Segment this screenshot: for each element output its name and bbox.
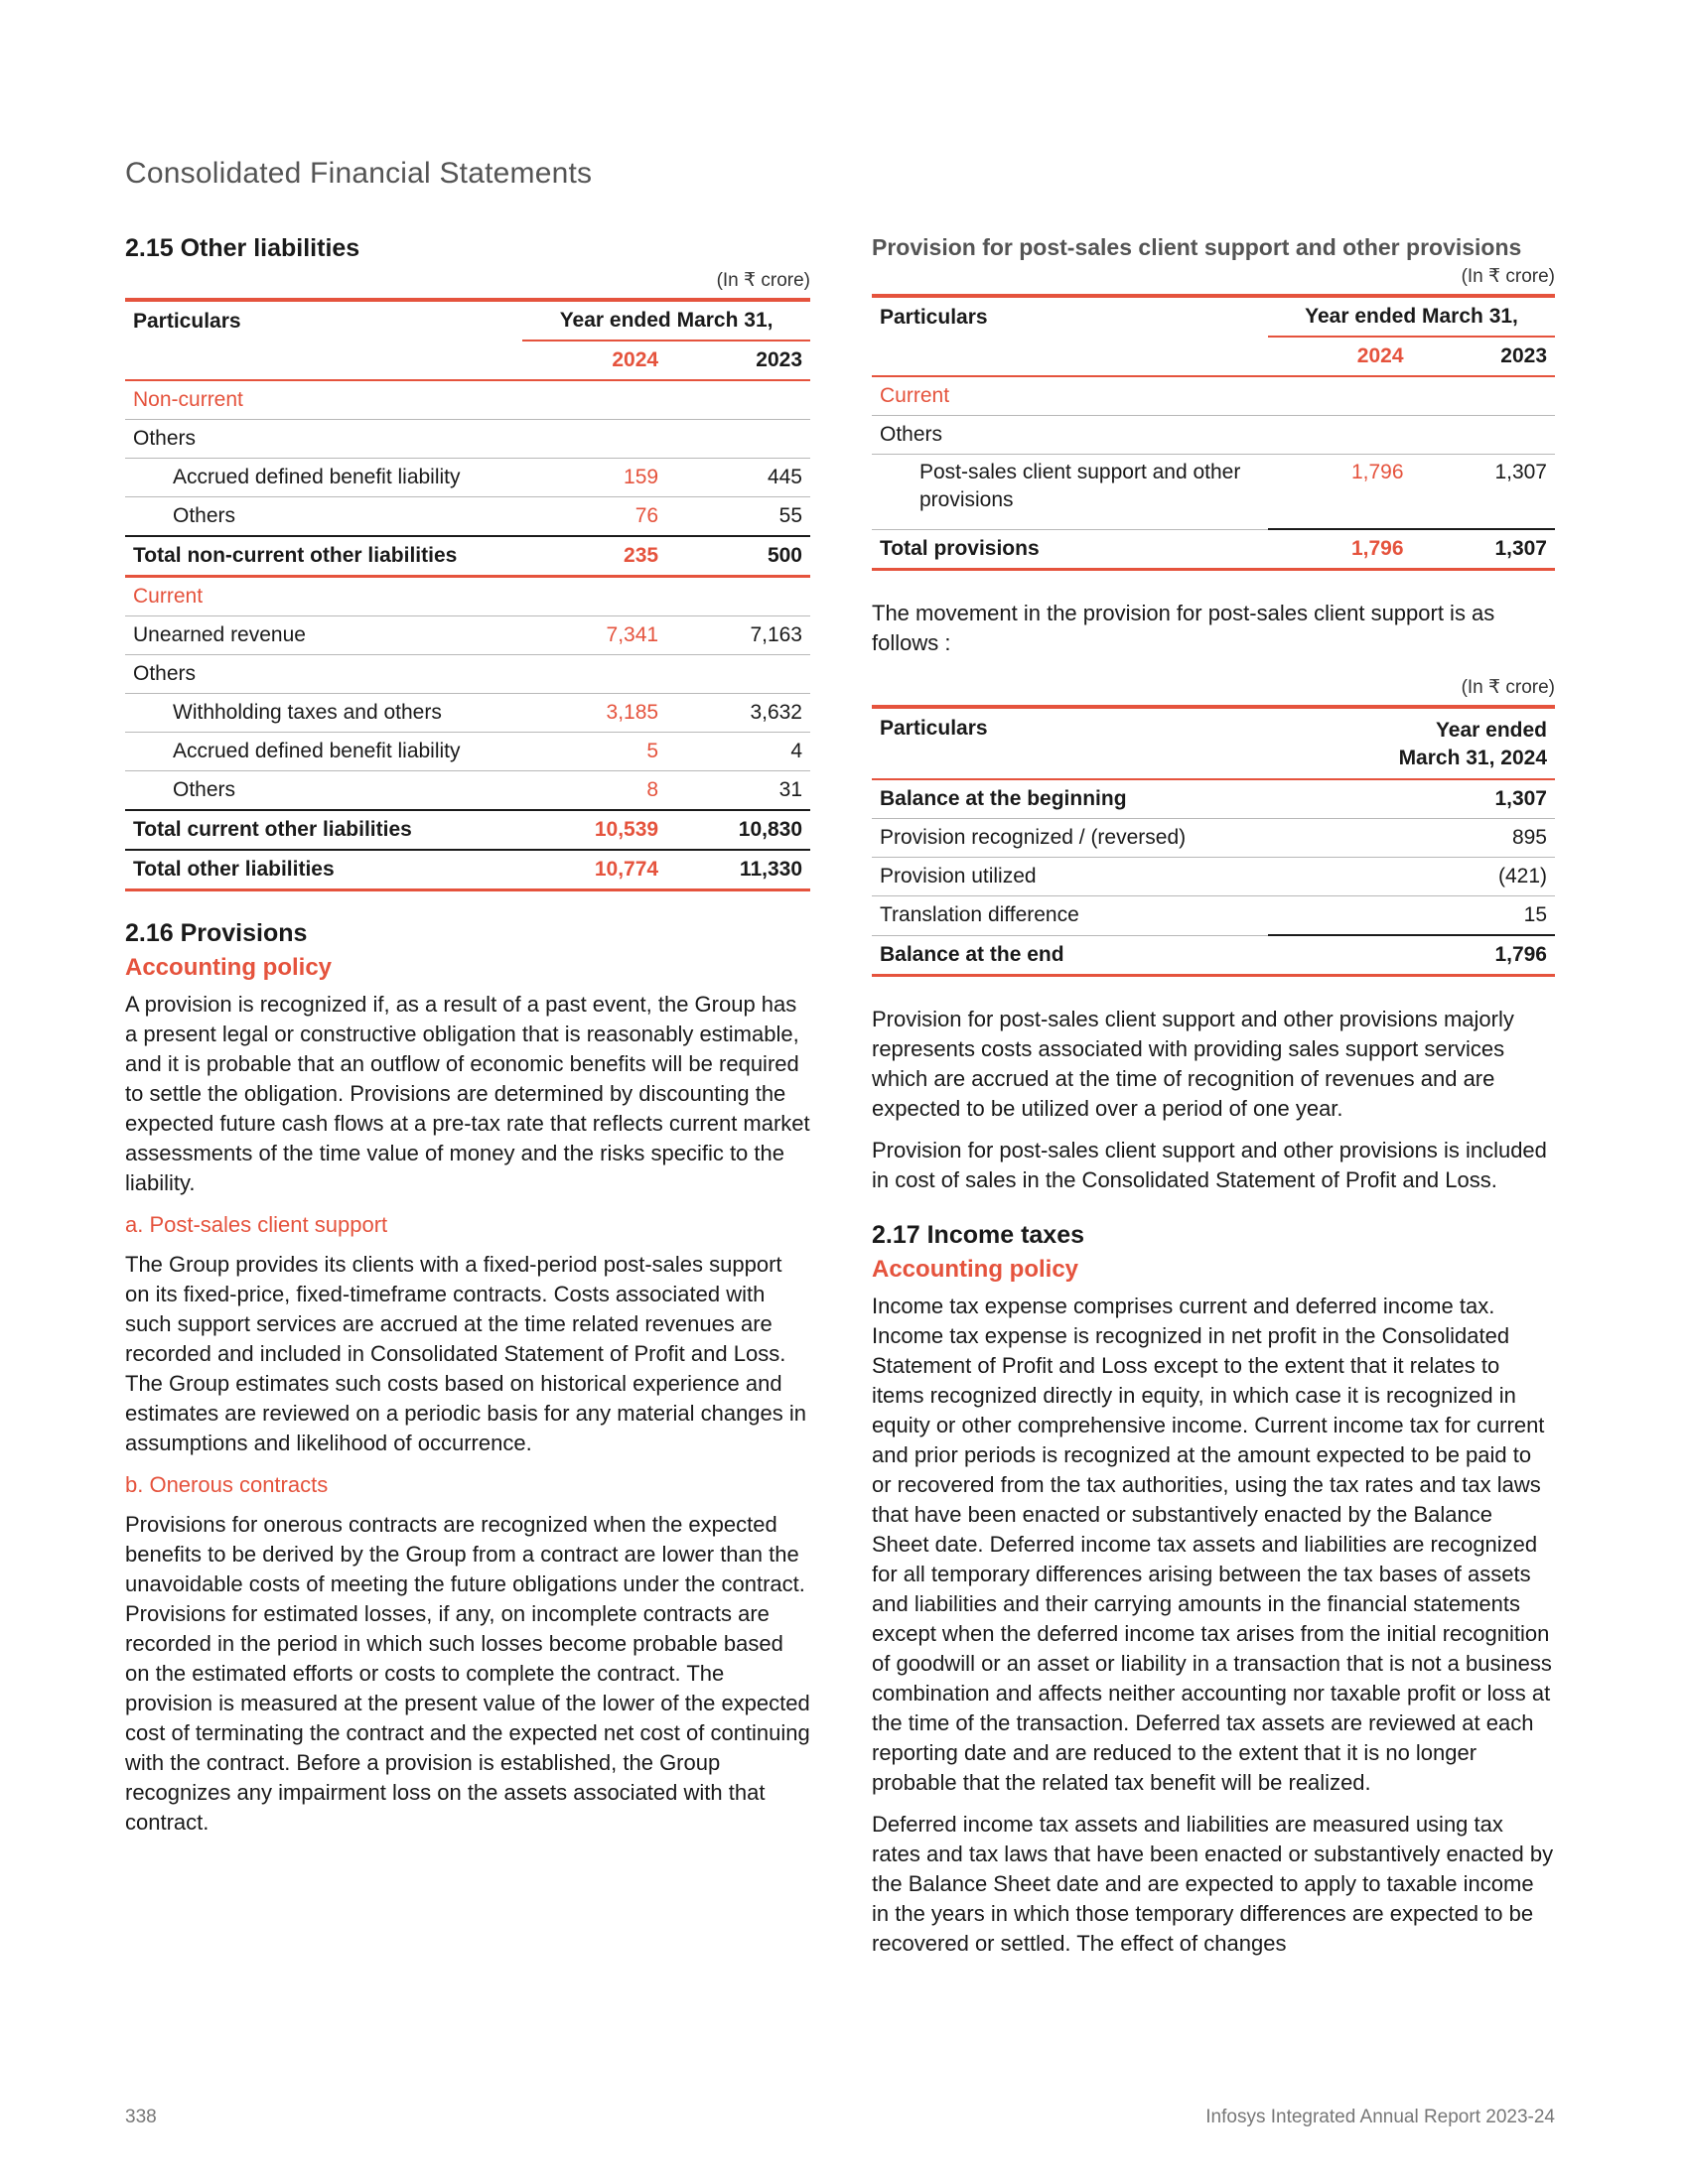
grand-total-2023: 11,330 (666, 850, 810, 890)
table-row (872, 819, 1555, 858)
total-row (125, 810, 810, 850)
onerous-subheading: b. Onerous contracts (125, 1472, 329, 1497)
movement-intro: The movement in the provision for post-sales client support is as follows : (872, 601, 1495, 655)
col-year-line1: Year ended (1435, 719, 1547, 742)
total-row (872, 529, 1555, 570)
total-2024: 10,539 (522, 810, 666, 850)
onerous-paragraph: Provisions for onerous contracts are recognized when the expected benefits to be derived by the Group from a contract are lower than the unavoidable costs of meeting the future obligations under the contract. Provisions for estimated losses, if any, on incomplete contracts are recorded in the period in which such losses become probable based on the estimated efforts or costs to complete the contract. The provision is measured at the present value of the lower of the expected cost of terminating the contract and the expected net cost of continuing with the contract. Before a provision is established, the Group recognizes any impairment loss on the assets associated with that contract. (125, 1512, 810, 1835)
value-2023: 7,163 (666, 616, 810, 655)
value-2024: 1,796 (1268, 455, 1411, 530)
total-2023: 1,307 (1412, 529, 1555, 570)
row-label: Accrued defined benefit liability (125, 459, 522, 497)
page-number: 338 (125, 2107, 157, 2127)
grand-total-row (125, 850, 810, 890)
table-row (125, 694, 810, 733)
report-name: Infosys Integrated Annual Report 2023-24 (1205, 2107, 1555, 2127)
page-title: Consolidated Financial Statements (125, 157, 593, 190)
table-row (872, 896, 1555, 936)
accounting-policy-heading: Accounting policy (125, 954, 333, 981)
grand-total-2024: 10,774 (522, 850, 666, 890)
year-2024: 2024 (522, 341, 666, 380)
current-label: Current (125, 577, 810, 616)
value-2024: 159 (522, 459, 666, 497)
total-2024: 1,796 (1268, 529, 1411, 570)
value-2023: 4 (666, 733, 810, 771)
noncurrent-label: Non-current (125, 380, 810, 420)
row-label: Others (125, 771, 522, 811)
table-row (872, 779, 1555, 819)
other-liabilities-title: 2.15 Other liabilities (125, 234, 360, 262)
income-taxes-title: 2.17 Income taxes (872, 1221, 1085, 1249)
col-year-ended (1268, 707, 1555, 779)
year-header-row (872, 337, 1555, 376)
row-label: Balance at the beginning (872, 779, 1268, 819)
year-2023: 2023 (666, 341, 810, 380)
value-2023: 3,632 (666, 694, 810, 733)
table-header-row (872, 707, 1555, 779)
value-2023: 445 (666, 459, 810, 497)
unit-label: (In ₹ crore) (1461, 677, 1555, 698)
total-2023: 500 (666, 536, 810, 577)
value-2024: 5 (522, 733, 666, 771)
others-label: Others (872, 416, 1555, 455)
total-label: Balance at the end (872, 935, 1268, 976)
row-label: Provision recognized / (reversed) (872, 819, 1268, 858)
blank-cell (872, 337, 1268, 376)
col-year-ended: Year ended March 31, (522, 300, 810, 341)
provisions-title: 2.16 Provisions (125, 919, 308, 947)
table-row (125, 655, 810, 694)
table-row (125, 616, 810, 655)
total-label: Total current other liabilities (125, 810, 522, 850)
row-label: Provision utilized (872, 858, 1268, 896)
row-value: (421) (1268, 858, 1555, 896)
col-particulars: Particulars (872, 296, 1268, 337)
table-row (125, 577, 810, 616)
post-sales-paragraph: The Group provides its clients with a fixed-period post-sales support on its fixed-price, fixed-timeframe contracts. Costs associated with such support services are accrued at the time related revenues are recorded and included in Consolidated Statement of Profit and Loss. The Group estimates such costs based on historical experience and estimates are reviewed on a periodic basis for any material changes in assumptions and likelihood of occurrence. (125, 1252, 807, 1455)
col-year-line2: March 31, 2024 (1398, 747, 1547, 769)
pscs-paragraph-2: Provision for post-sales client support and other provisions is included in cost of sales in the Consolidated Statement of Profit and Loss. (872, 1138, 1547, 1192)
right-column (872, 234, 1555, 1971)
year-2023: 2023 (1412, 337, 1555, 376)
total-row (125, 536, 810, 577)
movement-table (872, 705, 1555, 977)
value-2024: 3,185 (522, 694, 666, 733)
col-particulars: Particulars (872, 707, 1268, 779)
total-2024: 235 (522, 536, 666, 577)
row-label: Translation difference (872, 896, 1268, 936)
blank-cell (125, 341, 522, 380)
table-row (872, 455, 1555, 530)
total-label: Total non-current other liabilities (125, 536, 522, 577)
provisions-table (872, 294, 1555, 571)
col-year-ended: Year ended March 31, (1268, 296, 1555, 337)
total-2023: 10,830 (666, 810, 810, 850)
value-2024: 7,341 (522, 616, 666, 655)
income-taxes-paragraph-2: Deferred income tax assets and liabilities are measured using tax rates and tax laws that have been enacted or substantively enacted by the Balance Sheet date and are expected to apply to taxable income in the years in which those temporary differences are expected to be recovered or settled. The effect of changes (872, 1812, 1554, 1956)
value-2024: 76 (522, 497, 666, 537)
table-row (125, 459, 810, 497)
current-label: Current (872, 376, 1555, 416)
pscs-paragraph-1: Provision for post-sales client support and other provisions majorly represents costs associated with providing sales support services which are accrued at the time of recognition of revenues and are expected to be utilized over a period of one year. (872, 1007, 1514, 1121)
table-row (125, 497, 810, 537)
grand-total-label: Total other liabilities (125, 850, 522, 890)
table-row (125, 380, 810, 420)
table-header-row (872, 296, 1555, 337)
total-row (872, 935, 1555, 976)
income-taxes-paragraph-1: Income tax expense comprises current and deferred income tax. Income tax expense is recognized in net profit in the Consolidated Statement of Profit and Loss except to the extent that it relates to items recognized directly in equity, in which case it is recognized in equity or other comprehensive income. Current income tax for current and prior periods is recognized at the amount expected to be paid to or recovered from the tax authorities, using the tax rates and tax laws that have been enacted or substantively enacted by the Balance Sheet date. Deferred income tax assets and liabilities are recognized for all temporary differences arising between the tax bases of assets and liabilities and their carrying amounts in the financial statements except when the deferred income tax arises from the initial recognition of goodwill or an asset or liability in a transaction that is not a business combination and affects neither accounting nor taxable profit or loss at the time of the transaction. Deferred tax assets are reviewed at each reporting date and are reduced to the extent that it is no longer probable that the related tax benefit will be realized. (872, 1294, 1552, 1795)
table-row (872, 376, 1555, 416)
table-row (125, 420, 810, 459)
provisions-paragraph: A provision is recognized if, as a result of a past event, the Group has a present legal or constructive obligation that is reasonably estimable, and it is probable that an outflow of economic benefits will be required to settle the obligation. Provisions are determined by discounting the expected future cash flows at a pre-tax rate that reflects current market assessments of the time value of money and the risks specific to the liability. (125, 992, 810, 1195)
table-row (125, 733, 810, 771)
table-row (872, 416, 1555, 455)
unit-label: (In ₹ crore) (1461, 266, 1555, 287)
unit-label: (In ₹ crore) (716, 270, 810, 291)
value-2024: 8 (522, 771, 666, 811)
row-label: Others (125, 497, 522, 537)
row-label: Withholding taxes and others (125, 694, 522, 733)
year-header-row (125, 341, 810, 380)
others-label: Others (125, 420, 810, 459)
row-label: Accrued defined benefit liability (125, 733, 522, 771)
post-sales-subheading: a. Post-sales client support (125, 1212, 388, 1237)
other-liabilities-table (125, 298, 810, 891)
value-2023: 31 (666, 771, 810, 811)
value-2023: 55 (666, 497, 810, 537)
table-row (125, 771, 810, 811)
row-value: 895 (1268, 819, 1555, 858)
table-header-row (125, 300, 810, 341)
row-value: 1,307 (1268, 779, 1555, 819)
row-label: Post-sales client support and other provisions (872, 455, 1268, 530)
total-label: Total provisions (872, 529, 1268, 570)
col-particulars: Particulars (125, 300, 522, 341)
total-value: 1,796 (1268, 935, 1555, 976)
others-label: Others (125, 655, 810, 694)
accounting-policy-heading: Accounting policy (872, 1256, 1079, 1283)
table-row (872, 858, 1555, 896)
pscs-table-title: Provision for post-sales client support and other provisions (872, 234, 1522, 260)
value-2023: 1,307 (1412, 455, 1555, 530)
row-value: 15 (1268, 896, 1555, 936)
left-column (125, 234, 810, 1849)
row-label: Unearned revenue (125, 616, 522, 655)
year-2024: 2024 (1268, 337, 1411, 376)
